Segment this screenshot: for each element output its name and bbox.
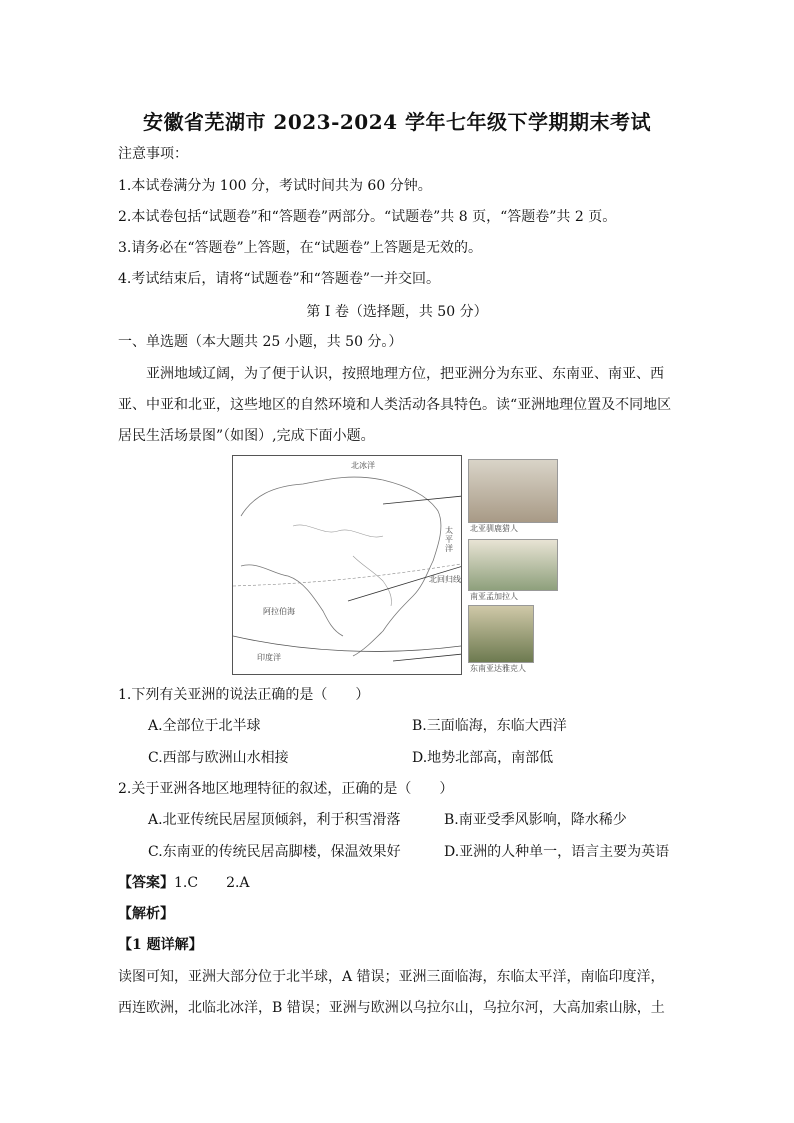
note-item-1: 1.本试卷满分为 100 分，考试时间共为 60 分钟。	[118, 178, 432, 194]
note-item-4: 4.考试结束后，请将“试题卷”和“答题卷”一并交回。	[118, 271, 440, 287]
answer-label: 【答案】	[118, 875, 174, 891]
map-label-indian-ocean: 印度洋	[257, 653, 281, 662]
question-1-option-b: B.三面临海，东临大西洋	[412, 718, 567, 734]
analysis-label: 【解析】	[118, 906, 174, 922]
map-label-tropic: 北回归线	[429, 575, 461, 584]
question-1-option-a: A.全部位于北半球	[148, 718, 261, 734]
intro-line-3: 居民生活场景图”（如图）,完成下面小题。	[118, 428, 375, 444]
section-title: 第 I 卷（选择题，共 50 分）	[306, 304, 488, 320]
map-label-pacific: 太平洋	[445, 526, 453, 553]
detail-line-2: 西连欧洲，北临北冰洋，B 错误；亚洲与欧洲以乌拉尔山，乌拉尔河，大高加索山脉，土	[118, 1000, 665, 1016]
detail-label: 【1 题详解】	[118, 937, 203, 953]
scene-southeast-asia-image	[468, 605, 534, 663]
question-2-stem: 2.关于亚洲各地区地理特征的叙述，正确的是（ ）	[118, 781, 454, 797]
notes-heading: 注意事项：	[118, 146, 188, 162]
scene-north-asia-image	[468, 459, 558, 523]
question-2-option-a: A.北亚传统民居屋顶倾斜，利于积雪滑落	[148, 812, 401, 828]
question-1-option-d: D.地势北部高，南部低	[412, 750, 554, 766]
answer-line	[118, 873, 250, 893]
question-2-option-d: D.亚洲的人种单一，语言主要为英语	[444, 844, 670, 860]
answer-text: 1.C 2.A	[174, 875, 250, 891]
asia-figure	[232, 455, 562, 675]
question-1-stem: 1.下列有关亚洲的说法正确的是（ ）	[118, 687, 370, 703]
intro-line-1: 亚洲地域辽阔，为了便于认识，按照地理方位，把亚洲分为东亚、东南亚、南亚、西	[146, 366, 664, 382]
part-heading: 一、单选题（本大题共 25 小题，共 50 分。）	[118, 334, 403, 350]
map-label-arabian-sea: 阿拉伯海	[263, 607, 295, 616]
intro-line-2: 亚、中亚和北亚，这些地区的自然环境和人类活动各具特色。读“亚洲地理位置及不同地区	[118, 397, 672, 413]
asia-map	[232, 455, 462, 675]
scene-south-asia-image	[468, 539, 558, 591]
caption-southeast-asia: 东南亚达雅克人	[470, 664, 526, 673]
note-item-3: 3.请务必在“答题卷”上答题，在“试题卷”上答题是无效的。	[118, 240, 482, 256]
detail-line-1: 读图可知，亚洲大部分位于北半球，A 错误；亚洲三面临海，东临太平洋，南临印度洋，	[118, 969, 665, 985]
caption-north-asia: 北亚驯鹿猎人	[470, 524, 518, 533]
note-item-2: 2.本试卷包括“试题卷”和“答题卷”两部分。“试题卷”共 8 页，“答题卷”共 2 页。	[118, 209, 617, 225]
question-2-option-b: B.南亚受季风影响，降水稀少	[444, 812, 627, 828]
caption-south-asia: 南亚孟加拉人	[470, 592, 518, 601]
question-1-option-c: C.西部与欧洲山水相接	[148, 750, 289, 766]
asia-map-drawing	[233, 456, 461, 674]
question-2-option-c: C.东南亚的传统民居高脚楼，保温效果好	[148, 844, 401, 860]
exam-title: 安徽省芜湖市 2023-2024 学年七年级下学期期末考试	[142, 110, 652, 134]
map-label-arctic: 北冰洋	[351, 461, 375, 470]
